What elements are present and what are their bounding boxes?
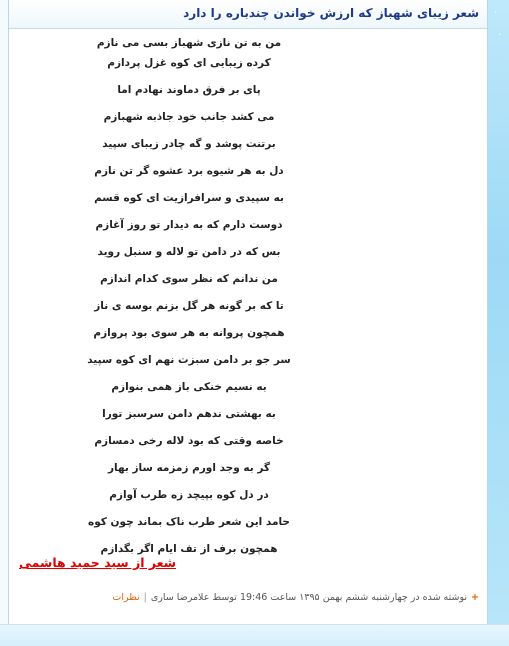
plus-icon: +	[471, 592, 479, 603]
poem-line: گر به وجد اورم زمزمه ساز بهار	[107, 462, 271, 474]
poem-line: همچون پروانه به هر سوی بود پروازم	[93, 327, 285, 339]
decoration-dot: ·	[498, 30, 502, 41]
post-header	[9, 0, 487, 29]
poem-line: پای بر فرق دماوند نهادم اما	[117, 84, 261, 96]
poem-line: برتنت پوشد و گه چادر زیبای سپید	[102, 138, 276, 150]
post-panel	[8, 0, 488, 625]
footer-separator: |	[143, 592, 147, 603]
comments-link[interactable]: نظرات	[112, 592, 140, 603]
poem-line: همچون برف از تف ایام اگر بگدازم	[100, 543, 278, 555]
poem-line: به بهشتی ندهم دامن سرسبز تورا	[102, 408, 276, 420]
author-credit: شعر از سید حمید هاشمی	[19, 555, 177, 570]
poem-line: سر جو بر دامن سبزت نهم ای کوه سپید	[87, 354, 291, 366]
decoration-dot: ·	[494, 8, 498, 19]
bottom-decoration	[0, 624, 509, 646]
right-decoration	[488, 0, 509, 645]
poem-line: بس که در دامن تو لاله و سنبل روید	[97, 246, 281, 258]
poem-line: به نسیم خنکی باز همی بنوازم	[111, 381, 267, 393]
poem-line: حامد این شعر طرب ناک بماند چون کوه	[88, 516, 290, 528]
poem-line: تا که بر گونه هر گل بزنم بوسه ی ناز	[94, 300, 284, 312]
poem-line: در دل کوه بپیچد زه طرب آوازم	[109, 489, 269, 501]
post-footer	[112, 592, 479, 603]
post-title[interactable]: شعر زیبای شهباز که ارزش خواندن چندباره را دارد	[183, 6, 479, 20]
poem-line: خاصه وقتی که بود لاله رخی دمسازم	[94, 435, 284, 447]
poem-line: دوست دارم که به دیدار تو روز آغازم	[95, 219, 283, 231]
poem-line: به سپیدی و سرافرازیت ای کوه قسم	[94, 192, 284, 204]
poem-line: دل به هر شیوه برد عشوه گر تن نازم	[94, 165, 284, 177]
post-meta: نوشته شده در چهارشنبه ششم بهمن ۱۳۹۵ ساعت 19:46 توسط علامرضا ساری	[150, 592, 468, 603]
poem-line: می کشد جانب خود جاذبه شهبازم	[103, 111, 275, 123]
poem-line: من به تن نازی شهباز بسی می نازم	[96, 37, 282, 49]
poem-line: من ندانم که نظر سوی کدام اندازم	[100, 273, 278, 285]
poem-body	[29, 36, 349, 563]
poem-line: کرده زیبایی ای کوه غزل پردازم	[107, 57, 271, 69]
